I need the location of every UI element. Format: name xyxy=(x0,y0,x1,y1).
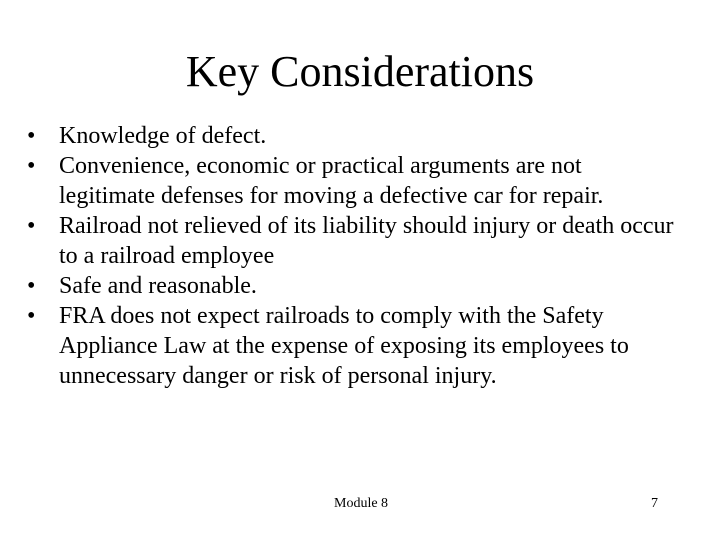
bullet-icon: • xyxy=(27,213,36,239)
bullet-list xyxy=(27,121,677,391)
footer-module-label: Module 8 xyxy=(334,496,389,511)
bullet-item xyxy=(27,271,677,301)
bullet-icon: • xyxy=(27,303,36,329)
bullet-icon: • xyxy=(27,153,36,179)
bullet-text: Knowledge of defect. xyxy=(59,123,267,149)
bullet-item xyxy=(27,151,677,211)
bullet-text: Convenience, economic or practical arguments are not legitimate defenses for moving a defective car for repair. xyxy=(59,153,604,209)
bullet-text: Railroad not relieved of its liability should injury or death occur to a railroad employee xyxy=(59,213,674,269)
bullet-text: FRA does not expect railroads to comply with the Safety Appliance Law at the expense of exposing its employees to unnecessary danger or risk of personal injury. xyxy=(59,303,629,389)
bullet-icon: • xyxy=(27,123,36,149)
slide-title: Key Considerations xyxy=(185,47,535,96)
footer-page-number: 7 xyxy=(651,496,658,511)
bullet-item xyxy=(27,301,677,391)
bullet-icon: • xyxy=(27,273,36,299)
bullet-text: Safe and reasonable. xyxy=(59,273,257,299)
bullet-item xyxy=(27,211,677,271)
bullet-item xyxy=(27,121,677,151)
